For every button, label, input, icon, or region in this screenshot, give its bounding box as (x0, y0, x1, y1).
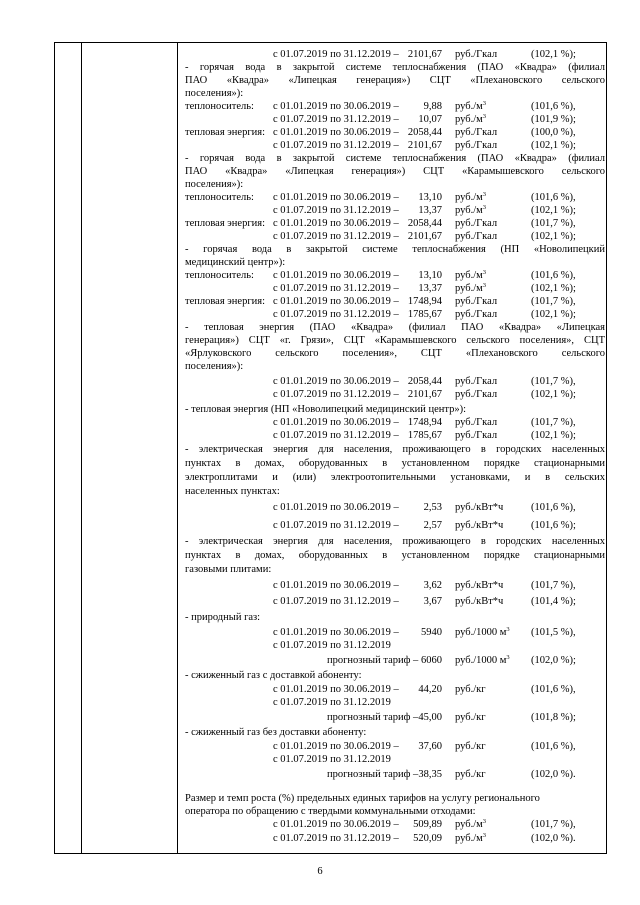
tariff-row (185, 501, 605, 514)
tariff-unit (455, 375, 497, 388)
unit-superscript: 3 (482, 269, 487, 276)
tariff-price: 13,10 (418, 270, 442, 281)
tariff-growth-rate: (102,1 %); (531, 430, 576, 441)
tariff-period: с 01.07.2019 по 31.12.2019 – (273, 309, 399, 320)
tariff-unit-text: руб./Гкал (455, 49, 498, 60)
tariff-unit-text: руб./Гкал (455, 296, 498, 307)
tariff-growth-rate: (102,1 %); (531, 49, 576, 60)
tariff-period: с 01.01.2019 по 30.06.2019 – (273, 502, 399, 513)
text-line: - электрическая энергия для населения, проживающего в городских населенных (185, 536, 605, 547)
tariff-period: с 01.01.2019 по 30.06.2019 – (273, 684, 399, 695)
tariff-content-cell (185, 43, 605, 853)
tariff-growth-rate: (101,7 %), (531, 296, 576, 307)
tariff-row (185, 139, 605, 152)
tariff-growth-rate: (101,7 %), (531, 218, 576, 229)
column-divider-1 (81, 43, 82, 853)
unit-superscript: 3 (506, 626, 510, 633)
tariff-unit (455, 579, 503, 592)
tariff-row (185, 832, 605, 845)
tariff-period: с 01.01.2019 по 30.06.2019 – (273, 580, 399, 591)
tariff-row (185, 191, 605, 204)
text-line: оператора по обращению с твердыми коммунальными отходами: (185, 806, 476, 817)
tariff-unit (455, 308, 497, 321)
tariff-unit-text: руб./м (455, 205, 483, 216)
tariff-price: 13,37 (418, 283, 442, 294)
tariff-price: 1785,67 (407, 309, 442, 320)
tariff-category-label: теплоноситель: (185, 270, 254, 281)
text-line: газовыми плитами: (185, 564, 272, 575)
tariff-period: с 01.07.2019 по 31.12.2019 – (273, 283, 399, 294)
tariff-price: 509,89 (413, 819, 442, 830)
tariff-growth-rate: (101,7 %), (531, 417, 576, 428)
tariff-unit-text: руб./м (455, 270, 483, 281)
tariff-unit (455, 429, 497, 442)
tariff-row (185, 416, 605, 429)
tariff-row (185, 579, 605, 592)
text-line: - сжиженный газ без доставки абоненту: (185, 727, 367, 738)
tariff-row (185, 100, 605, 113)
unit-superscript: 3 (482, 191, 487, 198)
tariff-growth-rate: (101,6 %); (531, 520, 576, 531)
tariff-growth-rate: (101,6 %), (531, 741, 576, 752)
tariff-row (185, 282, 605, 295)
tariff-growth-rate: (102,1 %); (531, 231, 576, 242)
tariff-unit (455, 217, 497, 230)
tariff-period: с 01.07.2019 по 31.12.2019 – (273, 833, 399, 844)
tariff-unit-text: руб./Гкал (455, 389, 498, 400)
tariff-unit-text: руб./Гкал (455, 376, 498, 387)
tariff-category-label: тепловая энергия: (185, 296, 266, 307)
tariff-period: с 01.01.2019 по 30.06.2019 – (273, 296, 399, 307)
unit-superscript: 3 (482, 282, 487, 289)
tariff-row (185, 113, 605, 126)
tariff-unit-text: руб./1000 м (455, 655, 507, 666)
text-line: «Ярлуковского сельского поселения», СЦТ «Плехановского сельского (185, 348, 605, 359)
tariff-row (185, 740, 605, 753)
tariff-row (185, 626, 605, 639)
tariff-period: прогнозный тариф – (327, 712, 419, 723)
tariff-unit (455, 100, 486, 113)
tariff-unit-text: руб./Гкал (455, 309, 498, 320)
tariff-unit-text: руб./м (455, 819, 483, 830)
tariff-growth-rate: (101,7 %), (531, 819, 576, 830)
tariff-row (185, 711, 605, 724)
tariff-unit (455, 269, 486, 282)
tariff-unit (455, 740, 486, 753)
tariff-row (185, 204, 605, 217)
tariff-unit (455, 295, 497, 308)
tariff-period: с 01.07.2019 по 31.12.2019 – (273, 596, 399, 607)
tariff-row (185, 639, 605, 652)
tariff-price: 13,10 (418, 192, 442, 203)
tariff-price: 2058,44 (407, 127, 442, 138)
tariff-row (185, 519, 605, 532)
tariff-period: с 01.01.2019 по 30.06.2019 – (273, 127, 399, 138)
text-line: генерация») СЦТ «г. Грязи», СЦТ «Карамышевского сельского поселения», СЦТ (185, 335, 605, 346)
tariff-period: прогнозный тариф – (327, 769, 419, 780)
tariff-period: с 01.07.2019 по 31.12.2019 – (273, 231, 399, 242)
tariff-price: 1748,94 (407, 417, 442, 428)
tariff-row (185, 595, 605, 608)
tariff-unit (455, 818, 486, 831)
tariff-price: 2058,44 (407, 218, 442, 229)
text-line: электроплитами и (или) электроотопительными установками, и в сельских (185, 472, 605, 483)
tariff-unit (455, 113, 486, 126)
tariff-unit-text: руб./кг (455, 684, 486, 695)
tariff-period: с 01.07.2019 по 31.12.2019 – (273, 520, 399, 531)
tariff-growth-rate: (101,5 %), (531, 627, 576, 638)
tariff-period: с 01.07.2019 по 31.12.2019 – (273, 389, 399, 400)
tariff-price: 13,37 (418, 205, 442, 216)
tariff-price: 3,62 (423, 580, 442, 591)
text-line: поселения»): (185, 179, 244, 190)
unit-superscript: 3 (482, 818, 487, 825)
tariff-growth-rate: (101,6 %), (531, 101, 576, 112)
tariff-period: с 01.01.2019 по 30.06.2019 – (273, 101, 399, 112)
tariff-growth-rate: (101,4 %); (531, 596, 576, 607)
tariff-price: 44,20 (418, 684, 442, 695)
tariff-growth-rate: (102,1 %); (531, 283, 576, 294)
text-line: - природный газ: (185, 612, 261, 623)
tariff-unit-text: руб./м (455, 192, 483, 203)
tariff-growth-rate: (101,9 %); (531, 114, 576, 125)
text-line: пунктах в домах, оборудованных в установленном порядке стационарными (185, 458, 605, 469)
tariff-category-label: тепловая энергия: (185, 218, 266, 229)
tariff-growth-rate: (102,0 %); (531, 655, 576, 666)
tariff-unit-text: руб./Гкал (455, 218, 498, 229)
tariff-unit (455, 626, 510, 639)
tariff-period: с 01.01.2019 по 30.06.2019 – (273, 741, 399, 752)
tariff-row (185, 48, 605, 61)
tariff-category-label: теплоноситель: (185, 192, 254, 203)
tariff-unit (455, 191, 486, 204)
text-line: - сжиженный газ с доставкой абоненту: (185, 670, 362, 681)
tariff-category-label: тепловая энергия: (185, 127, 266, 138)
tariff-unit (455, 683, 486, 696)
tariff-period: с 01.07.2019 по 31.12.2019 – (273, 114, 399, 125)
tariff-period: с 01.01.2019 по 30.06.2019 – (273, 270, 399, 281)
tariff-period: с 01.07.2019 по 31.12.2019 (273, 640, 391, 651)
tariff-price: 38,35 (418, 769, 442, 780)
tariff-unit-text: руб./Гкал (455, 140, 498, 151)
tariff-row (185, 295, 605, 308)
tariff-unit-text: руб./м (455, 101, 483, 112)
tariff-unit-text: руб./1000 м (455, 627, 507, 638)
tariff-period: с 01.01.2019 по 30.06.2019 – (273, 819, 399, 830)
tariff-unit-text: руб./кг (455, 712, 486, 723)
tariff-price: 6060 (421, 655, 442, 666)
tariff-row (185, 375, 605, 388)
unit-superscript: 3 (482, 832, 487, 839)
unit-superscript: 3 (482, 100, 487, 107)
column-divider-2 (177, 43, 178, 853)
text-line: Размер и темп роста (%) предельных единых тарифов на услугу регионального (185, 793, 540, 804)
tariff-period: с 01.07.2019 по 31.12.2019 – (273, 49, 399, 60)
tariff-unit-text: руб./Гкал (455, 417, 498, 428)
tariff-price: 2058,44 (407, 376, 442, 387)
tariff-unit (455, 230, 497, 243)
tariff-unit (455, 595, 503, 608)
tariff-row (185, 654, 605, 667)
tariff-unit (455, 832, 486, 845)
tariff-growth-rate: (100,0 %), (531, 127, 576, 138)
tariff-row (185, 768, 605, 781)
tariff-row (185, 230, 605, 243)
tariff-unit-text: руб./м (455, 833, 483, 844)
tariff-row (185, 126, 605, 139)
tariff-row (185, 308, 605, 321)
tariff-unit (455, 126, 497, 139)
tariff-price: 2101,67 (407, 389, 442, 400)
tariff-unit (455, 416, 497, 429)
tariff-price: 45,00 (418, 712, 442, 723)
tariff-growth-rate: (101,6 %), (531, 684, 576, 695)
tariff-unit-text: руб./кВт*ч (455, 596, 504, 607)
tariff-period: с 01.07.2019 по 31.12.2019 – (273, 205, 399, 216)
text-line: ПАО «Квадра» «Липецкая генерация») СЦТ «Плехановского сельского (185, 75, 605, 86)
tariff-price: 37,60 (418, 741, 442, 752)
tariff-growth-rate: (102,0 %). (531, 833, 576, 844)
tariff-growth-rate: (101,6 %), (531, 502, 576, 513)
tariff-growth-rate: (102,1 %); (531, 205, 576, 216)
tariff-price: 2101,67 (407, 231, 442, 242)
tariff-unit-text: руб./Гкал (455, 430, 498, 441)
tariff-growth-rate: (101,6 %), (531, 192, 576, 203)
text-line: поселения»): (185, 361, 244, 372)
tariff-price: 3,67 (423, 596, 442, 607)
tariff-growth-rate: (102,0 %). (531, 769, 576, 780)
tariff-period: с 01.07.2019 по 31.12.2019 – (273, 430, 399, 441)
tariff-price: 520,09 (413, 833, 442, 844)
tariff-unit (455, 768, 486, 781)
tariff-period: с 01.01.2019 по 30.06.2019 – (273, 218, 399, 229)
text-line: ПАО «Квадра» «Липецкая генерация») СЦТ «Карамышевского сельского (185, 166, 605, 177)
tariff-price: 5940 (421, 627, 442, 638)
text-line: - электрическая энергия для населения, проживающего в городских населенных (185, 444, 605, 455)
page-number: 6 (317, 866, 323, 877)
tariff-growth-rate: (102,1 %); (531, 140, 576, 151)
tariff-unit (455, 711, 486, 724)
tariff-period: прогнозный тариф – (327, 655, 419, 666)
tariff-unit-text: руб./кг (455, 769, 486, 780)
text-line: - горячая вода в закрытой системе теплоснабжения (НП «Новолипецкий (185, 244, 605, 255)
tariff-unit-text: руб./м (455, 283, 483, 294)
document-table (54, 42, 607, 854)
tariff-period: с 01.01.2019 по 30.06.2019 – (273, 376, 399, 387)
tariff-period: с 01.07.2019 по 31.12.2019 (273, 754, 391, 765)
tariff-unit (455, 654, 510, 667)
tariff-period: с 01.07.2019 по 31.12.2019 (273, 697, 391, 708)
tariff-unit (455, 388, 497, 401)
tariff-growth-rate: (101,7 %), (531, 376, 576, 387)
text-line: пунктах в домах, оборудованных в установленном порядке стационарными (185, 550, 605, 561)
unit-superscript: 3 (482, 113, 487, 120)
text-line: - горячая вода в закрытой системе теплоснабжения (ПАО «Квадра» (филиал (185, 153, 605, 164)
text-line: - тепловая энергия (ПАО «Квадра» (филиал ПАО «Квадра» «Липецкая (185, 322, 605, 333)
tariff-period: с 01.01.2019 по 30.06.2019 – (273, 192, 399, 203)
tariff-price: 1748,94 (407, 296, 442, 307)
tariff-unit-text: руб./кВт*ч (455, 580, 504, 591)
tariff-unit (455, 139, 497, 152)
tariff-unit (455, 501, 503, 514)
tariff-price: 2101,67 (407, 140, 442, 151)
text-line: медицинский центр»): (185, 257, 286, 268)
text-line: поселения»): (185, 88, 244, 99)
tariff-unit (455, 204, 486, 217)
tariff-price: 10,07 (418, 114, 442, 125)
tariff-price: 2,53 (423, 502, 442, 513)
tariff-row (185, 217, 605, 230)
tariff-period: с 01.01.2019 по 30.06.2019 – (273, 417, 399, 428)
tariff-row (185, 429, 605, 442)
tariff-unit-text: руб./Гкал (455, 127, 498, 138)
tariff-growth-rate: (102,1 %); (531, 389, 576, 400)
tariff-row (185, 753, 605, 766)
tariff-unit (455, 282, 486, 295)
unit-superscript: 3 (506, 654, 510, 661)
tariff-price: 2101,67 (407, 49, 442, 60)
tariff-unit (455, 48, 497, 61)
tariff-unit-text: руб./м (455, 114, 483, 125)
tariff-growth-rate: (101,6 %), (531, 270, 576, 281)
text-line: - тепловая энергия (НП «Новолипецкий медицинский центр»): (185, 404, 467, 415)
tariff-row (185, 388, 605, 401)
tariff-row (185, 696, 605, 709)
text-line: населенных пунктах: (185, 486, 280, 497)
tariff-unit-text: руб./кВт*ч (455, 520, 504, 531)
tariff-growth-rate: (102,1 %); (531, 309, 576, 320)
tariff-period: с 01.01.2019 по 30.06.2019 – (273, 627, 399, 638)
tariff-price: 1785,67 (407, 430, 442, 441)
tariff-price: 9,88 (423, 101, 442, 112)
tariff-row (185, 683, 605, 696)
unit-superscript: 3 (482, 204, 487, 211)
tariff-unit-text: руб./кВт*ч (455, 502, 504, 513)
text-line: - горячая вода в закрытой системе теплоснабжения (ПАО «Квадра» (филиал (185, 62, 605, 73)
tariff-unit (455, 519, 503, 532)
tariff-unit-text: руб./кг (455, 741, 486, 752)
tariff-growth-rate: (101,8 %); (531, 712, 576, 723)
tariff-growth-rate: (101,7 %), (531, 580, 576, 591)
tariff-unit-text: руб./Гкал (455, 231, 498, 242)
tariff-period: с 01.07.2019 по 31.12.2019 – (273, 140, 399, 151)
tariff-row (185, 818, 605, 831)
tariff-price: 2,57 (423, 520, 442, 531)
tariff-row (185, 269, 605, 282)
tariff-category-label: теплоноситель: (185, 101, 254, 112)
